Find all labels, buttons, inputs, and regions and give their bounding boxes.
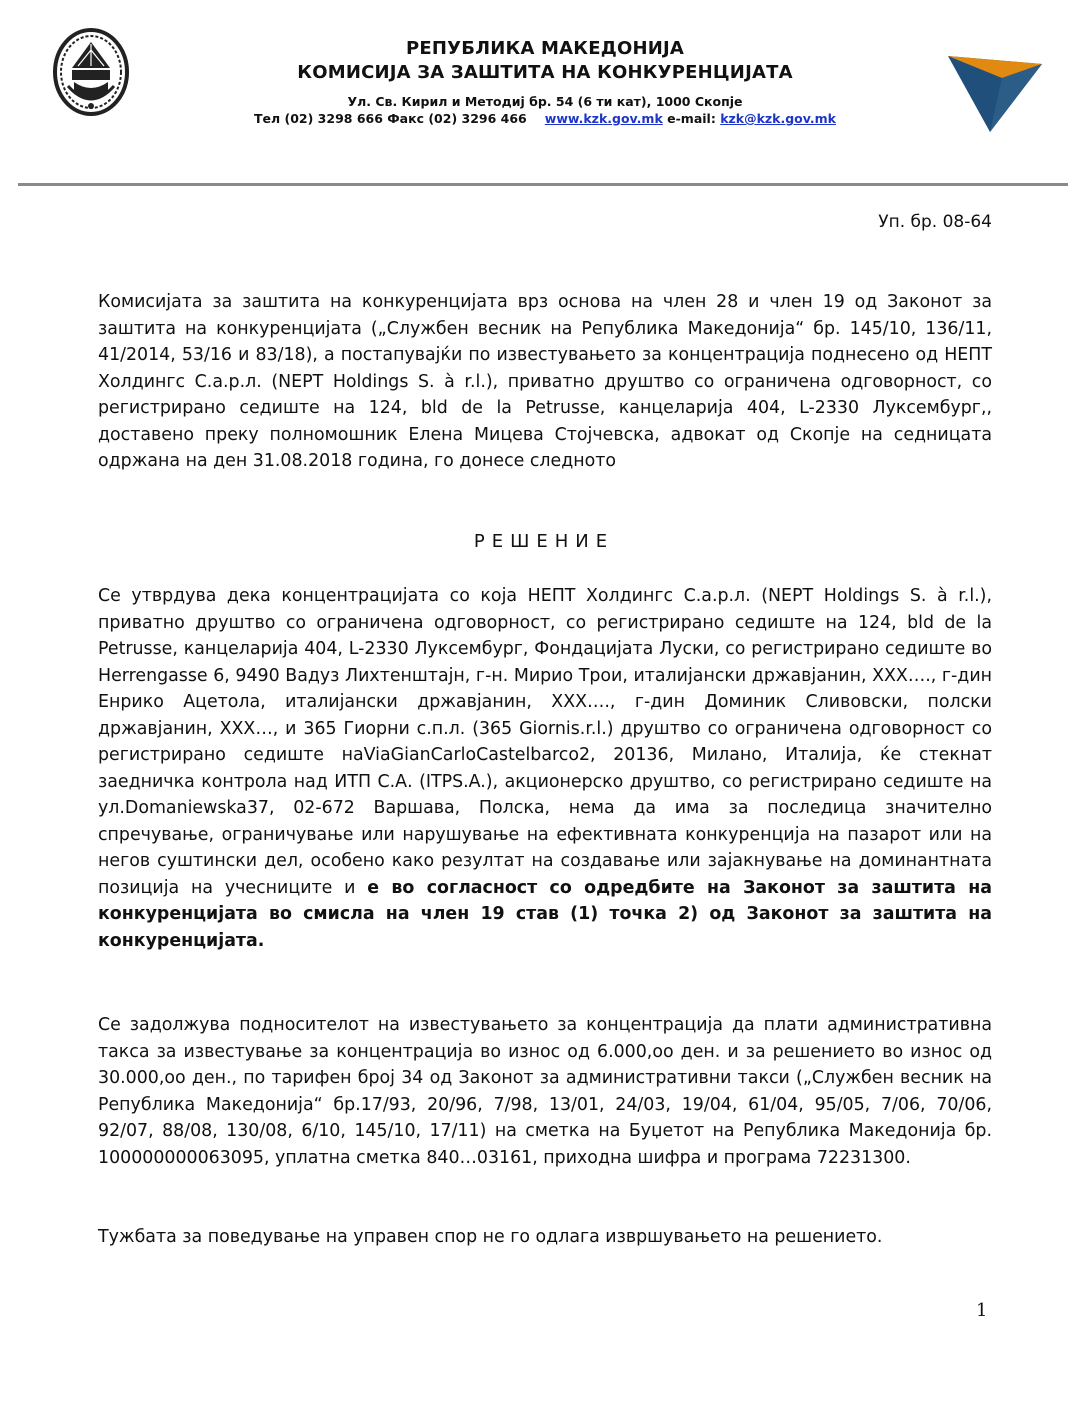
decision-title: РЕШЕНИЕ	[473, 531, 615, 552]
decision-1-bold-text: е во согласност со одредбите на Законот за заштита на конкуренцијата во смисла на член 19 став (1) точка 2) од Законот за заштита на конкуренцијата.	[98, 877, 992, 951]
header-country: РЕПУБЛИКА МАКЕДОНИЈА	[405, 38, 685, 59]
decision-paragraph-3: Тужбата за поведување на управен спор не го одлага извршувањето на решението.	[98, 1227, 883, 1247]
header-phone-fax: Тел (02) 3298 666 Факс (02) 3296 466	[254, 111, 527, 126]
email-label: e-mail:	[667, 111, 716, 126]
header-contact	[150, 111, 940, 126]
page-number: 1	[976, 1300, 988, 1321]
intro-paragraph: Комисијата за заштита на конкуренцијата врз основа на член 28 и член 19 од Законот за заштита на конкуренцијата („Службен весник на Република Македонија“ бр. 145/10, 136/11, 41/2014, 53/16 и 83/18), а постапувајќи по известувањето за концентрација поднесено од НЕПТ Холдингс С.а.р.л. (NEPT Holdings S. à r.l.), приватно друштво со ограничена одговорност, со регистрирано седиште на 124, bld de la Petrusse, канцеларија 404, L-2330 Луксембург,, доставено преку полномошник Елена Мицева Стојчевска, адвокат од Скопје на седницата одржана на ден 31.08.2018 година, го донесе следното	[98, 292, 992, 471]
decision-1-text: Се утврдува дека концентрацијата со која НЕПТ Холдингс С.а.р.л. (NEPT Holdings S. à r.l.), приватно друштво со ограничена одговорност, со регистрирано седиште на 124, bld de la Petrusse, канцеларија 404, L-2330 Луксембург, Фондацијата Луски, со регистрирано седиште во Herrengasse 6, 9490 Вадуз Лихтенштајн, г-н. Мирио Трои, италијански државјанин, XXX…., г-дин Енрико Ацетола, италијански државјанин, XXX…., г-дин Доминик Сливовски, полски државјанин, XXX…, и 365 Гиорни с.п.л. (365 Giornis.r.l.) друштво со ограничена одговорност со регистрирано седиште наViaGianCarloCastelbarco2, 20136, Милано, Италија, ќе стекнат заедничка контрола над ИТП С.А. (ITPS.A.), акционерско друштво, со регистрирано седиште на ул.Domaniewska37, 02-672 Варшава, Полска, нема да има за последица значително спречување, ограничување или нарушување на ефективната конкуренција на пазарот или на негов суштински дел, особено како резултат на создавање или зајакнување на доминантната позиција на учесниците и	[98, 586, 992, 898]
decision-paragraph-2: Се задолжува подносителот на известувањето за концентрација да плати административна такса за известување за концентрација во износ од 6.000,оо ден. и за решението во износ од 30.000,оо ден., по тарифен број 34 од Законот за административни такси („Службен весник на Република Македонија“ бр.17/93, 20/96, 7/98, 13/01, 24/03, 19/04, 61/04, 95/05, 7/06, 70/06, 92/07, 88/08, 130/08, 6/10, 145/10, 17/11) на сметка на Буџетот на Република Македонија бр. 100000000063095, уплатна сметка 840…03161, приходна шифра и програма 72231300.	[98, 1015, 992, 1168]
reference-number: Уп. бр. 08-64	[878, 212, 992, 232]
header-commission: КОМИСИЈА ЗА ЗАШТИТА НА КОНКУРЕНЦИЈАТА	[297, 62, 793, 83]
email-link[interactable]: kzk@kzk.gov.mk	[720, 111, 836, 126]
coat-of-arms-emblem-icon	[50, 22, 132, 118]
website-link[interactable]: www.kzk.gov.mk	[544, 111, 663, 126]
header-divider	[18, 183, 1068, 186]
header-address: Ул. Св. Кирил и Методиј бр. 54 (6 ти кат), 1000 Скопје	[347, 94, 743, 109]
decision-paragraph-1	[98, 583, 992, 954]
commission-triangle-logo-icon	[946, 48, 1046, 136]
